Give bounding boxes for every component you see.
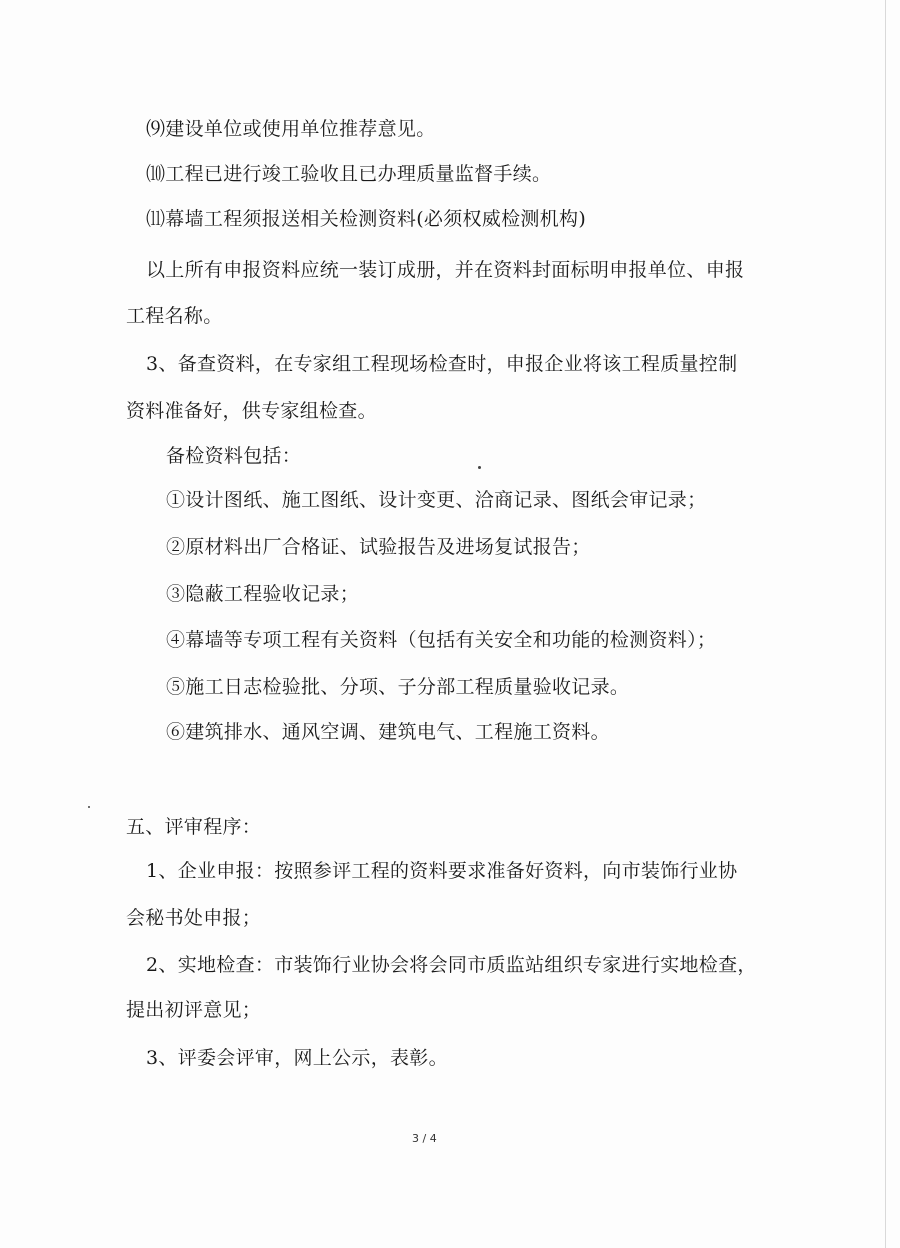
inspection-item-1: ①设计图纸、施工图纸、设计变更、洽商记录、图纸会审记录；: [166, 489, 707, 511]
section-3-line-2: 资料准备好，供专家组检查。: [126, 400, 377, 422]
inspection-item-6: ⑥建筑排水、通风空调、建筑电气、工程施工资料。: [166, 721, 610, 743]
procedure-step-3: 3、评委会评审，网上公示，表彰。: [146, 1047, 448, 1069]
binding-requirement-line-1: 以上所有申报资料应统一装订成册，并在资料封面标明申报单位、申报: [146, 259, 745, 281]
scan-speck: [478, 466, 481, 469]
section-3-line-1: 3、备查资料，在专家组工程现场检查时，申报企业将该工程质量控制: [146, 353, 738, 375]
scan-speck: [88, 806, 90, 808]
scan-edge-divider: [885, 0, 886, 1248]
inspection-item-5: ⑤施工日志检验批、分项、子分部工程质量验收记录。: [166, 676, 630, 698]
procedure-step-2-line-2: 提出初评意见；: [126, 999, 262, 1021]
inspection-materials-heading: 备检资料包括：: [166, 445, 302, 467]
page-number: 3 / 4: [412, 1132, 437, 1145]
inspection-item-2: ②原材料出厂合格证、试验报告及进场复试报告；: [166, 536, 591, 558]
procedure-step-1-line-2: 会秘书处申报；: [126, 907, 262, 929]
binding-requirement-line-2: 工程名称。: [126, 305, 223, 327]
inspection-item-3: ③隐蔽工程验收记录；: [166, 583, 360, 605]
procedure-step-2-line-1: 2、实地检查：市装饰行业协会将会同市质监站组织专家进行实地检查，: [146, 954, 757, 976]
inspection-item-4: ④幕墙等专项工程有关资料（包括有关安全和功能的检测资料）；: [166, 629, 717, 651]
procedure-step-1-line-1: 1、企业申报：按照参评工程的资料要求准备好资料，向市装饰行业协: [146, 860, 738, 882]
item-11-curtain-wall-testing: ⑾幕墙工程须报送相关检测资料(必须权威检测机构): [146, 208, 587, 230]
item-10-completion-acceptance: ⑽工程已进行竣工验收且已办理质量监督手续。: [146, 163, 552, 185]
section-5-heading: 五、评审程序：: [126, 816, 262, 838]
item-9-recommendation: ⑼建设单位或使用单位推荐意见。: [146, 118, 436, 140]
